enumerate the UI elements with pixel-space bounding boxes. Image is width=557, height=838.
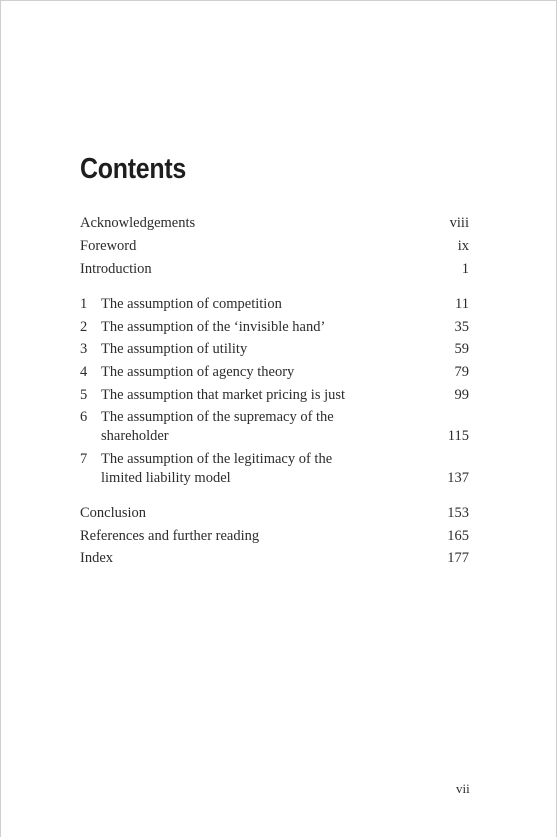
toc-chapter-2	[80, 318, 469, 337]
chapter-title: The assumption that market pricing is just	[101, 387, 346, 403]
toc-page-number: 59	[454, 341, 469, 357]
chapter-title	[101, 450, 401, 488]
toc-page-number: 1	[461, 261, 469, 277]
toc-entry-label: Acknowledgements	[80, 215, 196, 231]
toc-entry-conclusion	[80, 504, 469, 523]
toc-chapter-4	[80, 363, 469, 382]
chapter-title-line-2: limited liability model	[101, 470, 231, 486]
toc-page-number: 165	[447, 528, 469, 544]
chapter-number: 2	[80, 319, 88, 335]
toc-chapter-1	[80, 295, 469, 314]
toc-page-number: 153	[447, 505, 469, 521]
toc-chapter-3	[80, 340, 469, 359]
chapter-title: The assumption of utility	[101, 341, 248, 357]
toc-entry-label: Foreword	[80, 238, 137, 254]
toc-page-number: 35	[454, 319, 469, 335]
toc-page-number: 177	[447, 550, 469, 566]
toc-chapter-7	[80, 450, 469, 488]
toc-page-number: 115	[447, 428, 469, 444]
toc-page-number: 11	[455, 296, 469, 312]
toc-entry-acknowledgements	[80, 214, 469, 233]
toc-page-number: viii	[449, 215, 469, 231]
toc-page-number: 99	[454, 387, 469, 403]
toc-entry-foreword	[80, 237, 469, 256]
toc-entry-label: References and further reading	[80, 528, 260, 544]
chapter-title: The assumption of competition	[101, 296, 282, 312]
chapter-number: 3	[80, 341, 88, 357]
page-title: Contents	[80, 153, 187, 185]
toc-chapter-6	[80, 408, 469, 446]
toc-entry-introduction	[80, 260, 469, 279]
chapter-title-line-1: The assumption of the supremacy of the	[101, 409, 334, 425]
chapter-title: The assumption of agency theory	[101, 364, 295, 380]
page-number-folio: vii	[456, 781, 470, 796]
toc-page-number: 137	[447, 470, 469, 486]
toc-page-number: 79	[454, 364, 469, 380]
chapter-number: 5	[80, 387, 88, 403]
toc-page-number: ix	[457, 238, 469, 254]
chapter-number: 6	[80, 409, 88, 425]
toc-entry-label: Introduction	[80, 261, 152, 277]
toc-entry-references	[80, 527, 469, 546]
chapter-title-line-1: The assumption of the legitimacy of the	[101, 451, 333, 467]
toc-entry-index	[80, 549, 469, 568]
chapter-number: 4	[80, 364, 88, 380]
chapter-title-line-2: shareholder	[101, 428, 169, 444]
chapter-number: 1	[80, 296, 88, 312]
chapter-title	[101, 408, 401, 446]
toc-entry-label: Conclusion	[80, 505, 147, 521]
chapter-title: The assumption of the ‘invisible hand’	[101, 319, 326, 335]
toc-entry-label: Index	[80, 550, 114, 566]
chapter-number: 7	[80, 451, 88, 467]
toc-chapter-5	[80, 386, 469, 405]
